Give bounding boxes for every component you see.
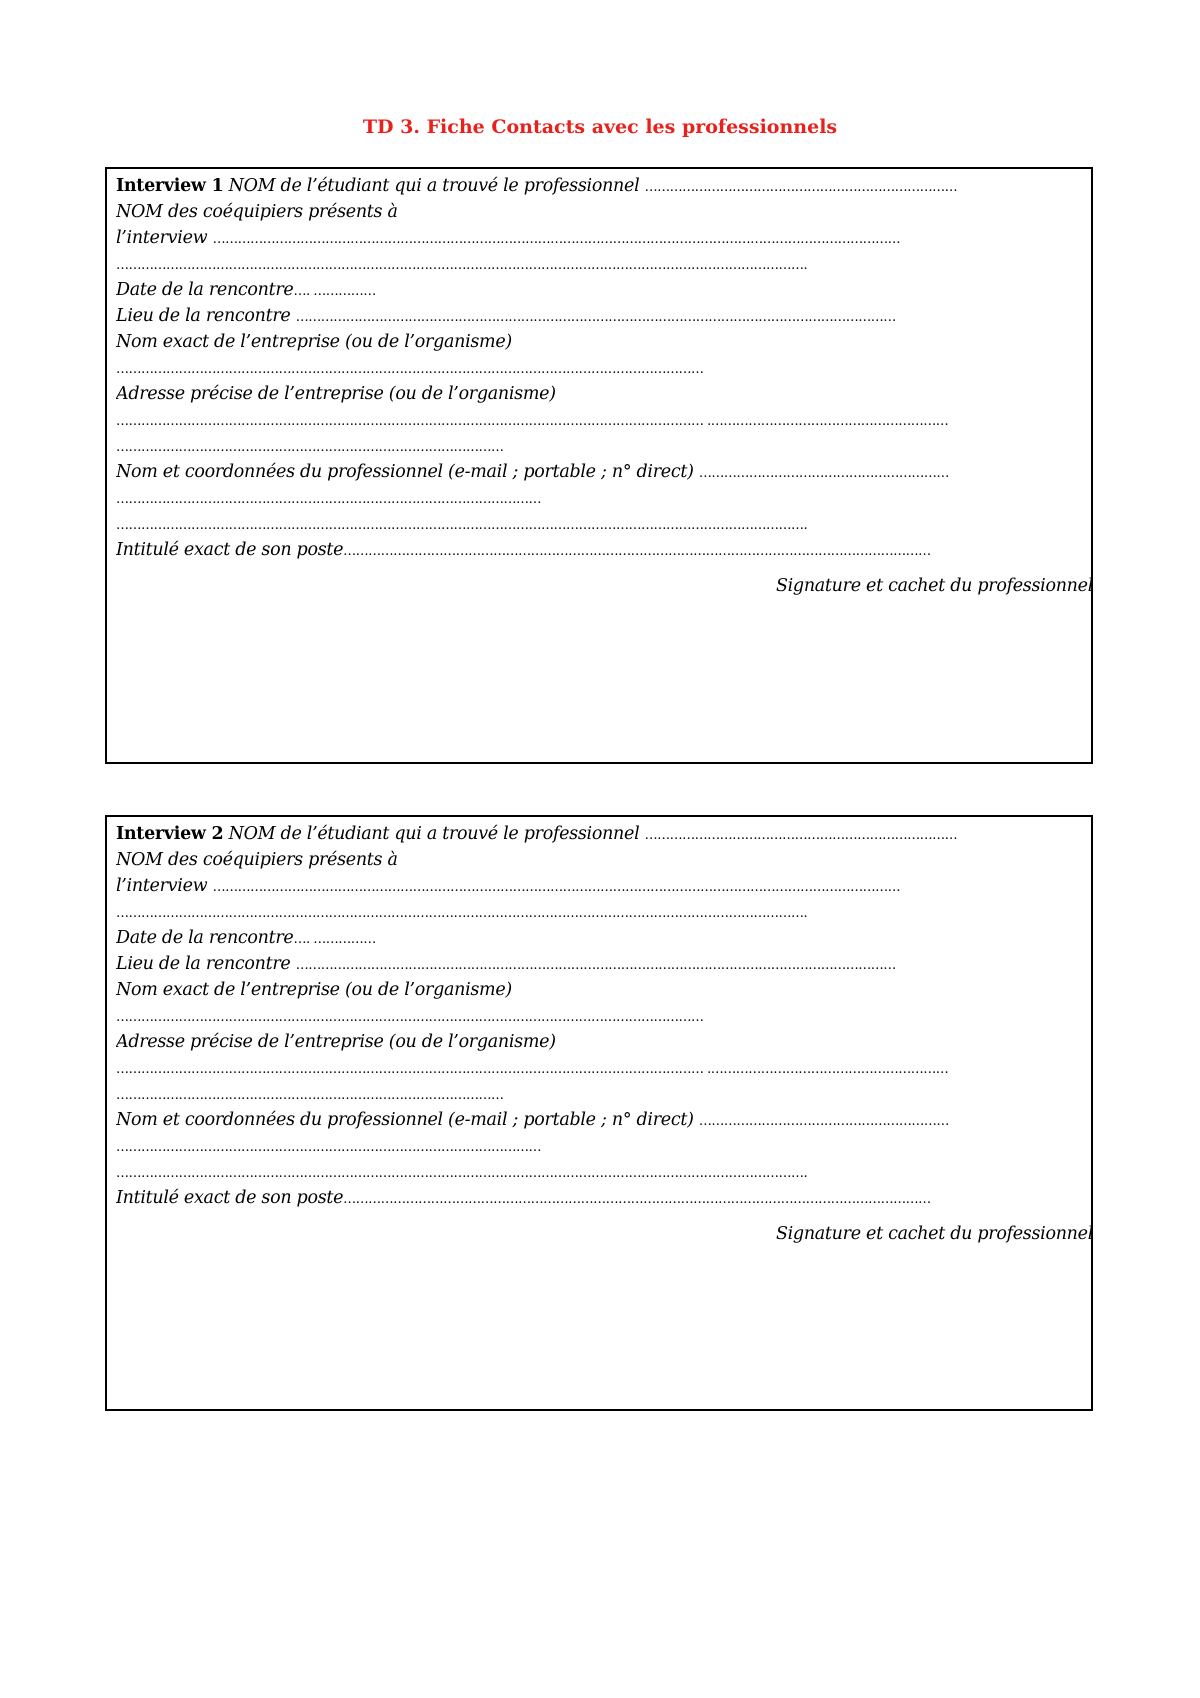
teammates-field[interactable]: ………………………………………………………………………………………………………………………………………………… bbox=[212, 880, 901, 895]
contact-field-row-2 bbox=[116, 1133, 1091, 1159]
contact-field-row-3 bbox=[116, 511, 1091, 537]
interview-heading: Interview 1 bbox=[116, 176, 224, 196]
contact-row bbox=[116, 1107, 1091, 1133]
signature-label: Signature et cachet du professionnel bbox=[775, 576, 1093, 596]
address-field-row-2 bbox=[116, 433, 1091, 459]
address-label: Adresse précise de l’entreprise (ou de l’organisme) bbox=[116, 384, 556, 404]
address-label-row bbox=[116, 381, 1091, 407]
interview-2-form bbox=[105, 815, 1093, 1411]
company-field[interactable]: …………………………………………………………………………………………………………………………… bbox=[116, 362, 704, 377]
address-field[interactable]: …………………………………………………………………………………………………………………………… .………………………………………………… bbox=[116, 1062, 949, 1077]
contact-label: Nom et coordonnées du professionnel (e-mail ; portable ; n° direct) bbox=[116, 1110, 694, 1130]
interview-label: l’interview bbox=[116, 228, 208, 248]
place-label: Lieu de la rencontre bbox=[116, 306, 291, 326]
interview-label: l’interview bbox=[116, 876, 208, 896]
teammates-field-continuation[interactable]: …………………………………………………………………………………………………………………………………………………. bbox=[116, 906, 808, 921]
contact-field-row-3 bbox=[116, 1159, 1091, 1185]
student-name-label: NOM de l’étudiant qui a trouvé le professionnel bbox=[228, 176, 640, 196]
date-row bbox=[116, 925, 1091, 951]
company-label-row bbox=[116, 329, 1091, 355]
teammates-continuation-row bbox=[116, 899, 1091, 925]
date-field[interactable]: …. …………… bbox=[293, 284, 376, 299]
place-field[interactable]: ……………………………………………………………………………………………………………………………… bbox=[295, 310, 896, 325]
company-field-row bbox=[116, 1003, 1091, 1029]
address-label: Adresse précise de l’entreprise (ou de l’organisme) bbox=[116, 1032, 556, 1052]
interview-row bbox=[116, 225, 1091, 251]
place-row bbox=[116, 303, 1091, 329]
contact-field-continuation-2[interactable]: …………………………………………………………………………………………………………………………………………………. bbox=[116, 518, 808, 533]
student-name-label: NOM de l’étudiant qui a trouvé le professionnel bbox=[228, 824, 640, 844]
company-field[interactable]: …………………………………………………………………………………………………………………………… bbox=[116, 1010, 704, 1025]
address-label-row bbox=[116, 1029, 1091, 1055]
contact-row bbox=[116, 459, 1091, 485]
contact-field-continuation[interactable]: ………………………………………………………………………………………… bbox=[116, 492, 541, 507]
teammates-continuation-row bbox=[116, 251, 1091, 277]
position-label: Intitulé exact de son poste bbox=[116, 540, 344, 560]
position-label: Intitulé exact de son poste bbox=[116, 1188, 344, 1208]
address-field-row-1 bbox=[116, 1055, 1091, 1081]
teammates-label: NOM des coéquipiers présents à bbox=[116, 850, 398, 870]
position-field[interactable]: …………………………………………………………………………………………………………………………… bbox=[343, 544, 931, 559]
student-name-field[interactable]: ………………………………………………………………… bbox=[644, 180, 958, 195]
contact-field-continuation-2[interactable]: …………………………………………………………………………………………………………………………………………………. bbox=[116, 1166, 808, 1181]
teammates-label-row bbox=[116, 847, 1091, 873]
contact-field[interactable]: …………………………………………………… bbox=[698, 466, 949, 481]
position-field[interactable]: …………………………………………………………………………………………………………………………… bbox=[343, 1192, 931, 1207]
signature-label: Signature et cachet du professionnel bbox=[775, 1224, 1093, 1244]
interview-1-form bbox=[105, 167, 1093, 764]
teammates-label-row bbox=[116, 199, 1091, 225]
contact-label: Nom et coordonnées du professionnel (e-mail ; portable ; n° direct) bbox=[116, 462, 694, 482]
address-field[interactable]: …………………………………………………………………………………………………………………………… .………………………………………………… bbox=[116, 414, 949, 429]
position-row bbox=[116, 1185, 1091, 1211]
company-label: Nom exact de l’entreprise (ou de l’organisme) bbox=[116, 332, 512, 352]
interview-row bbox=[116, 873, 1091, 899]
company-field-row bbox=[116, 355, 1091, 381]
contact-field[interactable]: …………………………………………………… bbox=[698, 1114, 949, 1129]
position-row bbox=[116, 537, 1091, 563]
company-label-row bbox=[116, 977, 1091, 1003]
place-row bbox=[116, 951, 1091, 977]
address-field-row-2 bbox=[116, 1081, 1091, 1107]
interview-heading: Interview 2 bbox=[116, 824, 224, 844]
student-name-field[interactable]: ………………………………………………………………… bbox=[644, 828, 958, 843]
company-label: Nom exact de l’entreprise (ou de l’organisme) bbox=[116, 980, 512, 1000]
address-field-continuation[interactable]: ………………………………………………………………………………… bbox=[116, 1088, 504, 1103]
contact-field-continuation[interactable]: ………………………………………………………………………………………… bbox=[116, 1140, 541, 1155]
teammates-field[interactable]: ………………………………………………………………………………………………………………………………………………… bbox=[212, 232, 901, 247]
date-row bbox=[116, 277, 1091, 303]
place-label: Lieu de la rencontre bbox=[116, 954, 291, 974]
date-field[interactable]: …. …………… bbox=[293, 932, 376, 947]
date-label: Date de la rencontre bbox=[116, 928, 294, 948]
date-label: Date de la rencontre bbox=[116, 280, 294, 300]
teammates-field-continuation[interactable]: …………………………………………………………………………………………………………………………………………………. bbox=[116, 258, 808, 273]
student-name-row bbox=[116, 821, 1091, 847]
contact-field-row-2 bbox=[116, 485, 1091, 511]
place-field[interactable]: ……………………………………………………………………………………………………………………………… bbox=[295, 958, 896, 973]
page-title: TD 3. Fiche Contacts avec les professionnels bbox=[362, 116, 838, 138]
teammates-label: NOM des coéquipiers présents à bbox=[116, 202, 398, 222]
address-field-continuation[interactable]: ………………………………………………………………………………… bbox=[116, 440, 504, 455]
address-field-row-1 bbox=[116, 407, 1091, 433]
student-name-row bbox=[116, 173, 1091, 199]
